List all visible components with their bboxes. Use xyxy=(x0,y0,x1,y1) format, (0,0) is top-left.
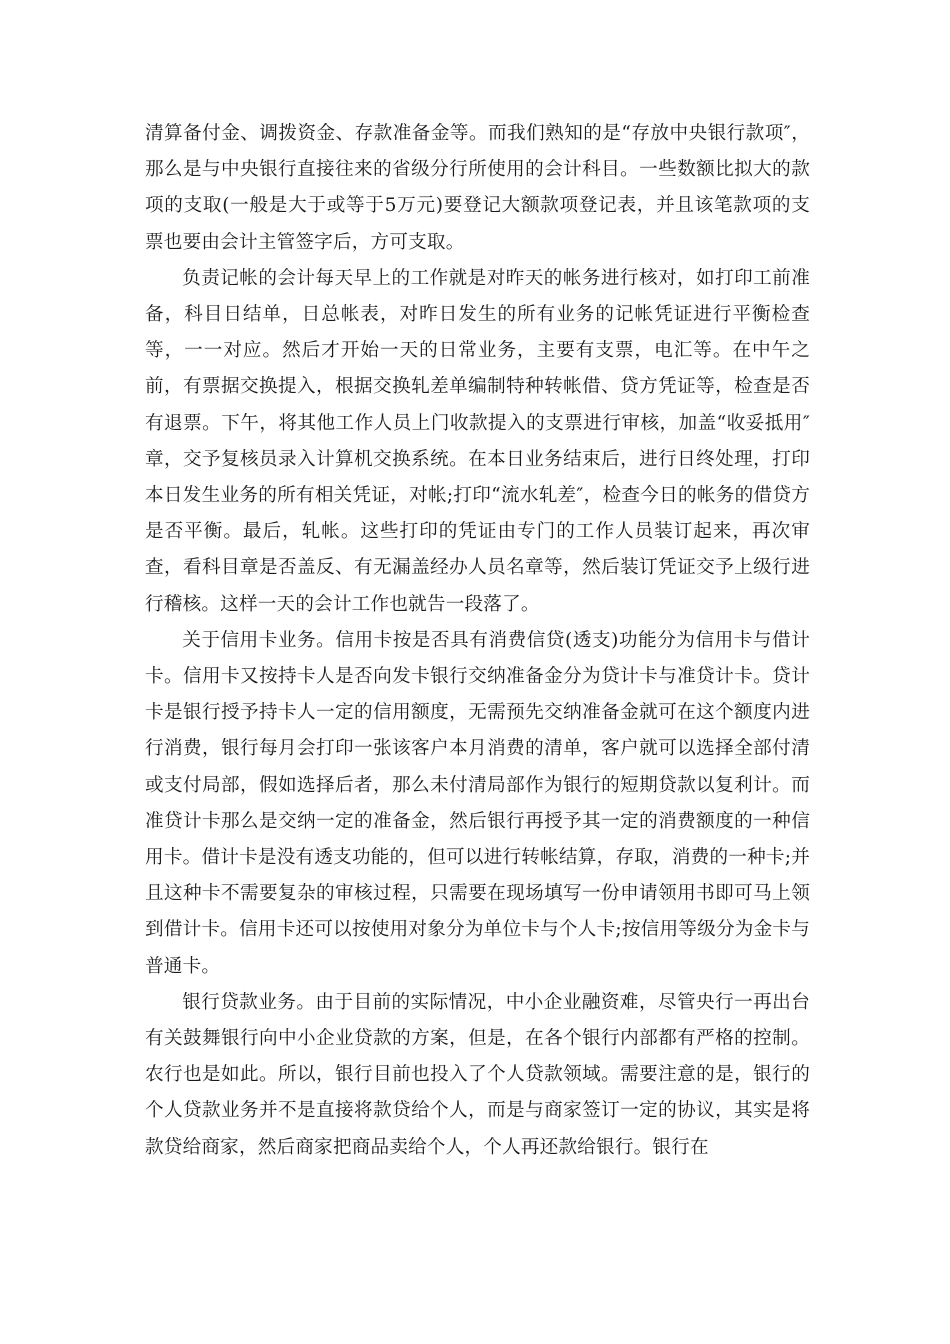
paragraph-continued: 清算备付金、调拨资金、存款准备金等。而我们熟知的是“存放中央银行款项″，那么是与中央银行直接往来的省级分行所使用的会计科目。一些数额比拟大的款项的支取(一般是大于或等于5万元)要登记大额款项登记表，并且该笔款项的支票也要由会计主管签字后，方可支取。 xyxy=(145,123,810,253)
paragraph-credit-card: 关于信用卡业务。信用卡按是否具有消费信贷(透支)功能分为信用卡与借计卡。信用卡又按持卡人是否向发卡银行交纳准备金分为贷计卡与准贷计卡。贷计卡是银行授予持卡人一定的信用额度，无需预先交纳准备金就可在这个额度内进行消费，银行每月会打印一张该客户本月消费的清单，客户就可以选择全部付清或支付局部，假如选择后者，那么未付清局部作为银行的短期贷款以复利计。而准贷计卡那么是交纳一定的准备金，然后银行再授予其一定的消费额度的一种信用卡。借计卡是没有透支功能的，但可以进行转帐结算，存取，消费的一种卡;并且这种卡不需要复杂的审核过程，只需要在现场填写一份申请领用书即可马上领到借计卡。信用卡还可以按使用对象分为单位卡与个人卡;按信用等级分为金卡与普通卡。 xyxy=(145,629,810,977)
paragraph-accounting-daily-work: 负责记帐的会计每天早上的工作就是对昨天的帐务进行核对，如打印工前准备，科目日结单，日总帐表，对昨日发生的所有业务的记帐凭证进行平衡检查等，一一对应。然后才开始一天的日常业务，主要有支票，电汇等。在中午之前，有票据交换提入，根据交换轧差单编制特种转帐借、贷方凭证等，检查是否有退票。下午，将其他工作人员上门收款提入的支票进行审核，加盖“收妥抵用″章，交予复核员录入计算机交换系统。在本日业务结束后，进行日终处理，打印本日发生业务的所有相关凭证，对帐;打印“流水轧差″，检查今日的帐务的借贷方是否平衡。最后，轧帐。这些打印的凭证由专门的工作人员装订起来，再次审查，看科目章是否盖反、有无漏盖经办人员名章等，然后装订凭证交予上级行进行稽核。这样一天的会计工作也就告一段落了。 xyxy=(145,267,810,615)
paragraph-bank-loan: 银行贷款业务。由于目前的实际情况，中小企业融资难，尽管央行一再出台有关鼓舞银行向中小企业贷款的方案，但是，在各个银行内部都有严格的控制。农行也是如此。所以，银行目前也投入了个人贷款领域。需要注意的是，银行的个人贷款业务并不是直接将款贷给个人，而是与商家签订一定的协议，其实是将款贷给商家，然后商家把商品卖给个人，个人再还款给银行。银行在 xyxy=(145,991,810,1158)
document-body xyxy=(145,116,810,1166)
